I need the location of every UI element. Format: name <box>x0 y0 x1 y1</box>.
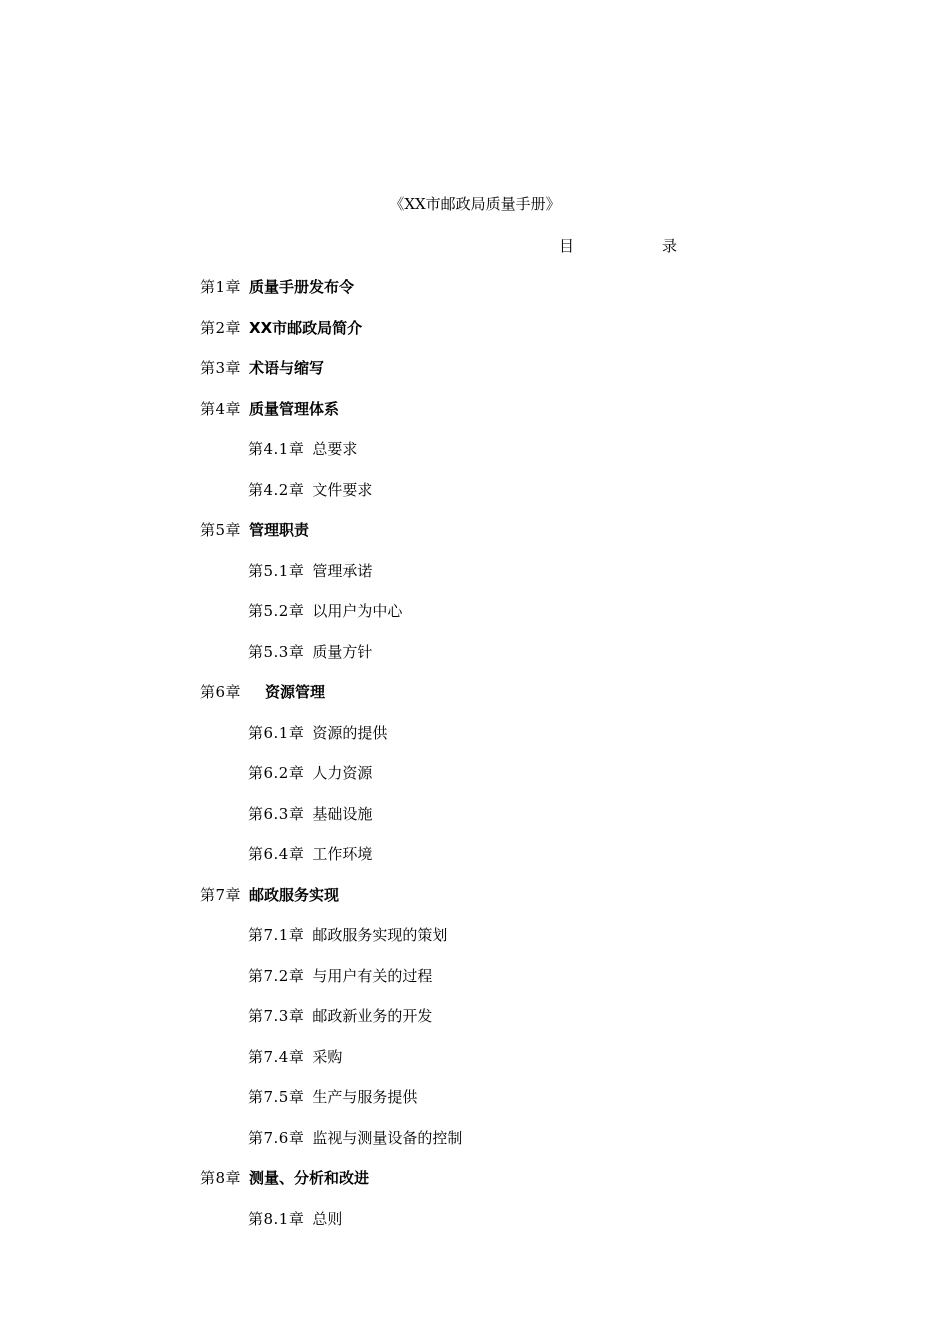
toc-entry-number: 第5.2章 <box>248 602 305 620</box>
toc-section-entry[interactable] <box>0 1005 950 1046</box>
toc-entry-number: 第7.3章 <box>248 1007 305 1025</box>
toc-heading-char-1: 目 <box>559 237 575 255</box>
toc-entry-number: 第2章 <box>200 318 242 337</box>
toc-section-entry[interactable] <box>0 438 950 479</box>
toc-entry-title: 生产与服务提供 <box>312 1088 418 1106</box>
table-of-contents <box>0 276 950 1248</box>
toc-entry-title: 以用户为中心 <box>312 602 403 620</box>
toc-entry-number: 第5.3章 <box>248 642 305 661</box>
toc-entry-number: 第7.1章 <box>248 926 305 944</box>
toc-entry-number: 第4.1章 <box>248 440 305 458</box>
toc-entry-title: 与用户有关的过程 <box>312 966 433 985</box>
toc-chapter-entry[interactable] <box>0 681 950 722</box>
toc-entry-title: 邮政服务实现的策划 <box>312 926 448 944</box>
toc-section-entry[interactable] <box>0 1127 950 1168</box>
toc-section-entry[interactable] <box>0 843 950 884</box>
toc-entry-number: 第7.6章 <box>248 1128 305 1147</box>
toc-entry-title: 管理职责 <box>249 521 310 539</box>
toc-entry-title: 总则 <box>312 1209 343 1228</box>
toc-entry-title: 管理承诺 <box>312 561 373 580</box>
toc-entry-title: 采购 <box>312 1047 343 1066</box>
toc-section-entry[interactable] <box>0 600 950 641</box>
toc-chapter-entry[interactable] <box>0 1167 950 1208</box>
toc-entry-title: 资源的提供 <box>312 723 388 742</box>
toc-section-entry[interactable] <box>0 803 950 844</box>
toc-entry-title: 质量方针 <box>312 642 373 661</box>
toc-entry-number: 第1章 <box>200 278 242 296</box>
toc-section-entry[interactable] <box>0 762 950 803</box>
toc-entry-number: 第7.4章 <box>248 1047 305 1066</box>
toc-entry-number: 第7.5章 <box>248 1088 305 1106</box>
toc-heading-char-2: 录 <box>662 237 678 255</box>
toc-entry-number: 第4.2章 <box>248 480 305 499</box>
toc-section-entry[interactable] <box>0 924 950 965</box>
toc-entry-title: 总要求 <box>312 440 358 458</box>
toc-entry-title: 测量、分析和改进 <box>249 1169 370 1187</box>
toc-entry-number: 第8.1章 <box>248 1209 305 1228</box>
toc-entry-title: 术语与缩写 <box>249 359 325 377</box>
toc-entry-title: 资源管理 <box>265 683 326 701</box>
toc-section-entry[interactable] <box>0 1208 950 1249</box>
toc-entry-title: 质量管理体系 <box>249 399 340 418</box>
toc-chapter-entry[interactable] <box>0 398 950 439</box>
document-title: 《XX市邮政局质量手册》 <box>389 195 561 213</box>
toc-entry-number: 第7.2章 <box>248 966 305 985</box>
toc-section-entry[interactable] <box>0 560 950 601</box>
toc-entry-number: 第5.1章 <box>248 561 305 580</box>
toc-entry-number: 第5章 <box>200 521 242 539</box>
toc-entry-title: 监视与测量设备的控制 <box>312 1128 463 1147</box>
toc-entry-number: 第6.3章 <box>248 804 305 823</box>
toc-chapter-entry[interactable] <box>0 884 950 925</box>
toc-chapter-entry[interactable] <box>0 276 950 317</box>
toc-entry-number: 第6章 <box>200 683 242 701</box>
toc-entry-title: 文件要求 <box>312 480 373 499</box>
toc-entry-number: 第8章 <box>200 1169 242 1187</box>
toc-entry-number: 第6.1章 <box>248 723 305 742</box>
toc-section-entry[interactable] <box>0 641 950 682</box>
toc-entry-number: 第4章 <box>200 399 242 418</box>
toc-entry-title: 邮政新业务的开发 <box>312 1007 433 1025</box>
toc-entry-number: 第6.2章 <box>248 764 305 782</box>
toc-chapter-entry[interactable] <box>0 357 950 398</box>
toc-chapter-entry[interactable] <box>0 317 950 358</box>
toc-entry-title: XX市邮政局简介 <box>249 318 363 337</box>
toc-chapter-entry[interactable] <box>0 519 950 560</box>
toc-section-entry[interactable] <box>0 965 950 1006</box>
toc-entry-title: 人力资源 <box>312 764 373 782</box>
toc-entry-title: 质量手册发布令 <box>249 278 355 296</box>
toc-entry-number: 第6.4章 <box>248 845 305 863</box>
toc-section-entry[interactable] <box>0 1046 950 1087</box>
toc-entry-title: 基础设施 <box>312 804 373 823</box>
toc-entry-title: 工作环境 <box>312 845 373 863</box>
toc-section-entry[interactable] <box>0 1086 950 1127</box>
toc-section-entry[interactable] <box>0 722 950 763</box>
toc-entry-title: 邮政服务实现 <box>249 885 340 904</box>
toc-section-entry[interactable] <box>0 479 950 520</box>
toc-heading <box>559 235 689 257</box>
toc-entry-number: 第3章 <box>200 359 242 377</box>
toc-entry-number: 第7章 <box>200 885 242 904</box>
